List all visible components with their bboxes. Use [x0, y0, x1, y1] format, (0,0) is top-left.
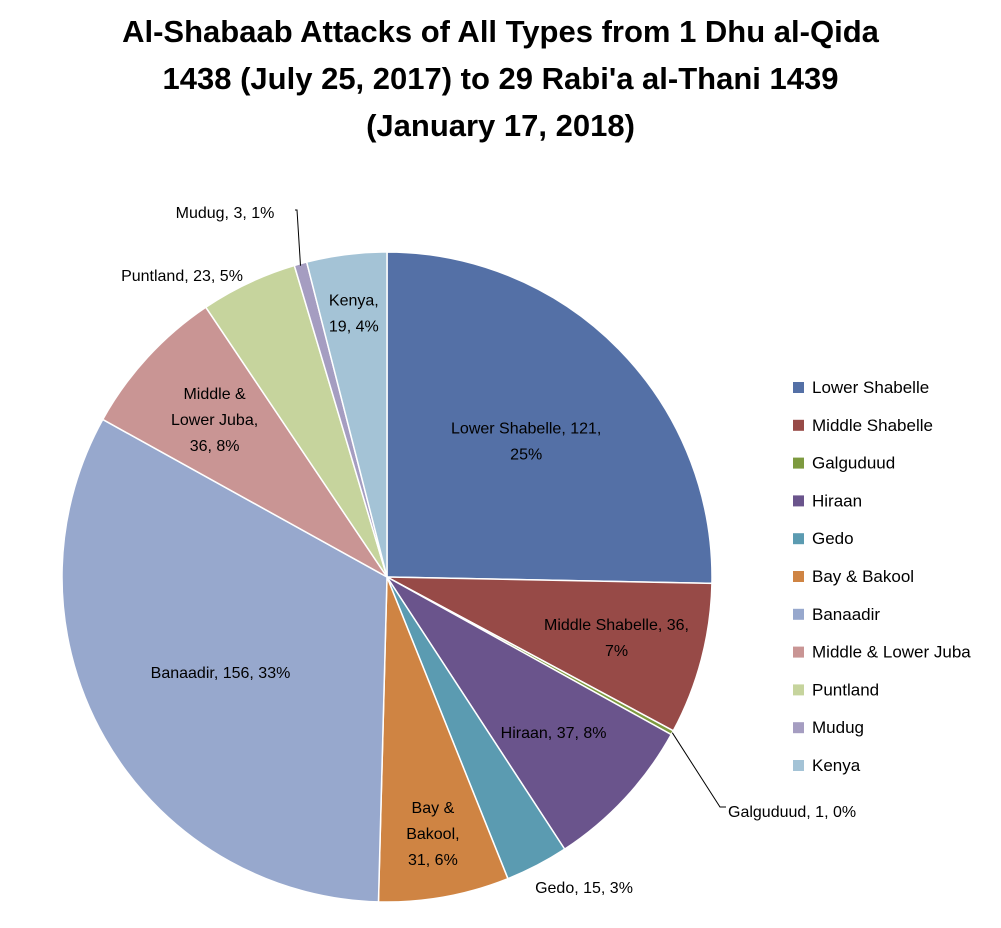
- legend-label-middle-shabelle: Middle Shabelle: [812, 415, 933, 435]
- leader-line-galguduud: [672, 733, 726, 807]
- legend-swatch-hiraan: [793, 495, 804, 506]
- legend-swatch-mudug: [793, 722, 804, 733]
- legend-swatch-lower-shabelle: [793, 382, 804, 393]
- legend-label-puntland: Puntland: [812, 680, 880, 700]
- legend-swatch-gedo: [793, 533, 804, 544]
- data-label-hiraan: Hiraan, 37, 8%: [500, 724, 607, 742]
- data-label-middle-and-lower-juba: Middle & Lower Juba, 36, 8%: [171, 385, 259, 455]
- legend-label-mudug: Mudug: [812, 718, 864, 738]
- legend-swatch-kenya: [793, 760, 804, 771]
- legend-label-kenya: Kenya: [812, 756, 861, 775]
- legend-label-lower-shabelle: Lower Shabelle: [812, 378, 930, 397]
- title-line-2: 1438 (July 25, 2017) to 29 Rabi'a al-Thani 1439: [162, 61, 839, 96]
- legend-label-hiraan: Hiraan: [812, 491, 863, 511]
- slice-lower-shabelle: [387, 252, 712, 583]
- data-label-bay-and-bakool: Bay & Bakool, 31, 6%: [406, 799, 460, 869]
- data-label-lower-shabelle: Lower Shabelle, 121, 25%: [451, 420, 602, 464]
- title-line-3: (January 17, 2018): [366, 108, 635, 143]
- legend-swatch-middle-and-lower-juba: [793, 647, 804, 658]
- legend-swatch-bay-and-bakool: [793, 571, 804, 582]
- legend-swatch-banaadir: [793, 609, 804, 620]
- legend-label-bay-and-bakool: Bay & Bakool: [812, 567, 915, 586]
- pie-slices: [62, 252, 712, 902]
- data-label-mudug: Mudug, 3, 1%: [175, 205, 275, 222]
- legend: [793, 378, 971, 775]
- legend-label-middle-and-lower-juba: Middle & Lower Juba: [812, 642, 971, 662]
- legend-swatch-middle-shabelle: [793, 420, 804, 431]
- data-label-gedo: Gedo, 15, 3%: [535, 880, 633, 897]
- legend-swatch-galguduud: [793, 458, 804, 469]
- data-label-banaadir: Banaadir, 156, 33%: [150, 665, 291, 683]
- legend-label-banaadir: Banaadir: [812, 604, 881, 624]
- data-label-puntland: Puntland, 23, 5%: [121, 268, 243, 285]
- data-label-kenya: Kenya, 19, 4%: [328, 292, 379, 336]
- legend-swatch-puntland: [793, 684, 804, 695]
- legend-label-galguduud: Galguduud: [812, 453, 896, 473]
- data-label-galguduud: Galguduud, 1, 0%: [728, 804, 857, 821]
- data-label-middle-shabelle: Middle Shabelle, 36, 7%: [544, 617, 689, 661]
- legend-label-gedo: Gedo: [812, 529, 854, 549]
- leader-line-mudug: [295, 210, 301, 266]
- title-line-1: Al-Shabaab Attacks of All Types from 1 Dhu al-Qida: [122, 14, 879, 49]
